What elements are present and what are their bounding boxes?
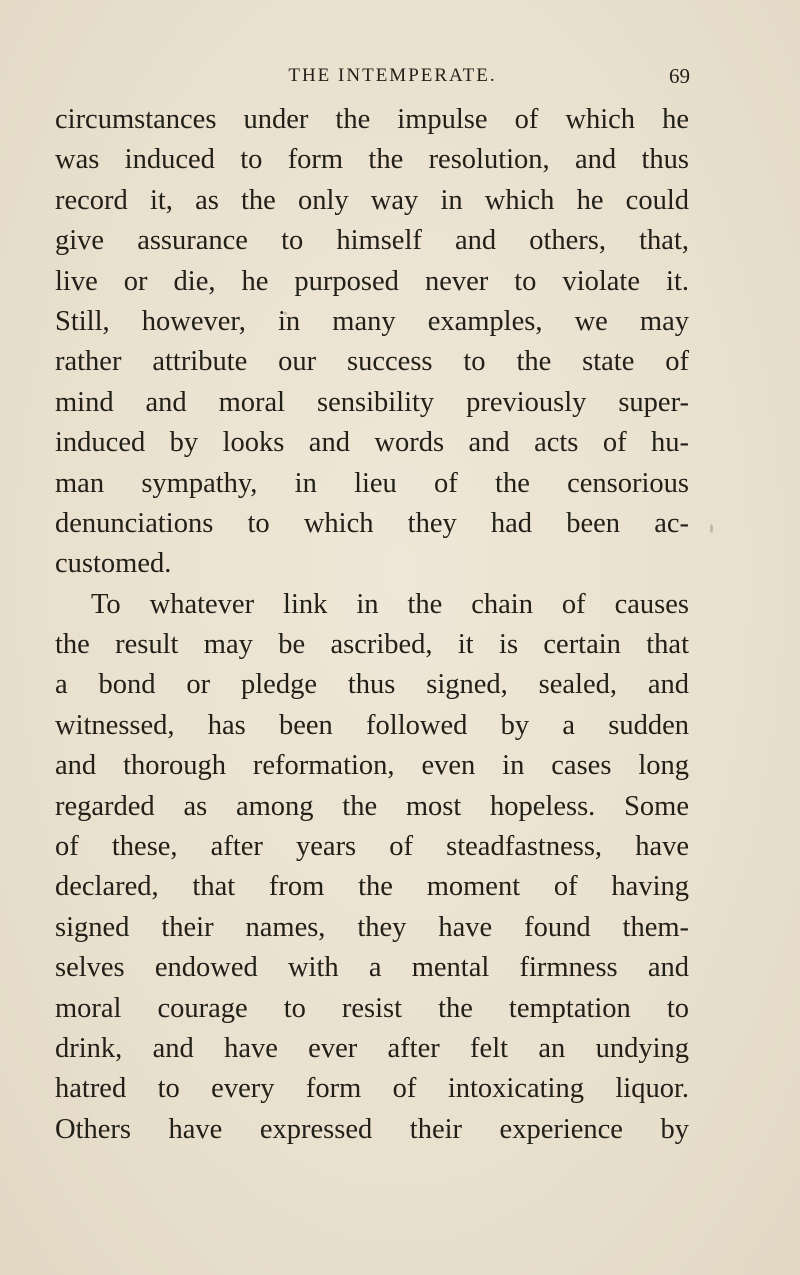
text-line: declared, that from the moment of having (55, 871, 689, 903)
text-line: Others have expressed their experience by (55, 1113, 689, 1145)
text-line: was induced to form the resolution, and thus (55, 144, 689, 176)
paragraph-end-line: customed. (55, 548, 172, 580)
paragraph-start-line: To whatever link in the chain of causes (91, 588, 689, 620)
text-line: man sympathy, in lieu of the censorious (55, 467, 689, 499)
body-text (55, 100, 689, 1150)
text-line: and thorough reformation, even in cases long (55, 750, 689, 782)
text-line: hatred to every form of intoxicating liquor. (55, 1073, 689, 1105)
text-line: record it, as the only way in which he could (55, 184, 689, 216)
text-line: give assurance to himself and others, that, (55, 225, 689, 257)
text-line: denunciations to which they had been ac- (55, 507, 689, 539)
running-title: THE INTEMPERATE. (288, 65, 497, 86)
text-line: selves endowed with a mental firmness and (55, 952, 689, 984)
text-line: live or die, he purposed never to violate it. (55, 265, 689, 297)
text-line: rather attribute our success to the state of (55, 346, 689, 378)
paper-speck (284, 312, 287, 315)
text-line: mind and moral sensibility previously super- (55, 386, 689, 418)
text-line: induced by looks and words and acts of hu- (55, 427, 689, 459)
text-line: moral courage to resist the temptation to (55, 992, 689, 1024)
text-line: of these, after years of steadfastness, have (55, 831, 689, 863)
text-line: drink, and have ever after felt an undying (55, 1032, 689, 1064)
page-number: 69 (669, 64, 690, 88)
paper-speck (710, 524, 713, 533)
text-line: a bond or pledge thus signed, sealed, and (55, 669, 689, 701)
text-line: regarded as among the most hopeless. Some (55, 790, 689, 822)
text-line: circumstances under the impulse of which he (55, 104, 689, 135)
text-line: Still, however, in many examples, we may (55, 305, 689, 337)
running-head (95, 62, 690, 90)
text-line: signed their names, they have found them- (55, 911, 689, 943)
text-line: the result may be ascribed, it is certain that (55, 629, 689, 661)
text-line: witnessed, has been followed by a sudden (55, 709, 689, 741)
